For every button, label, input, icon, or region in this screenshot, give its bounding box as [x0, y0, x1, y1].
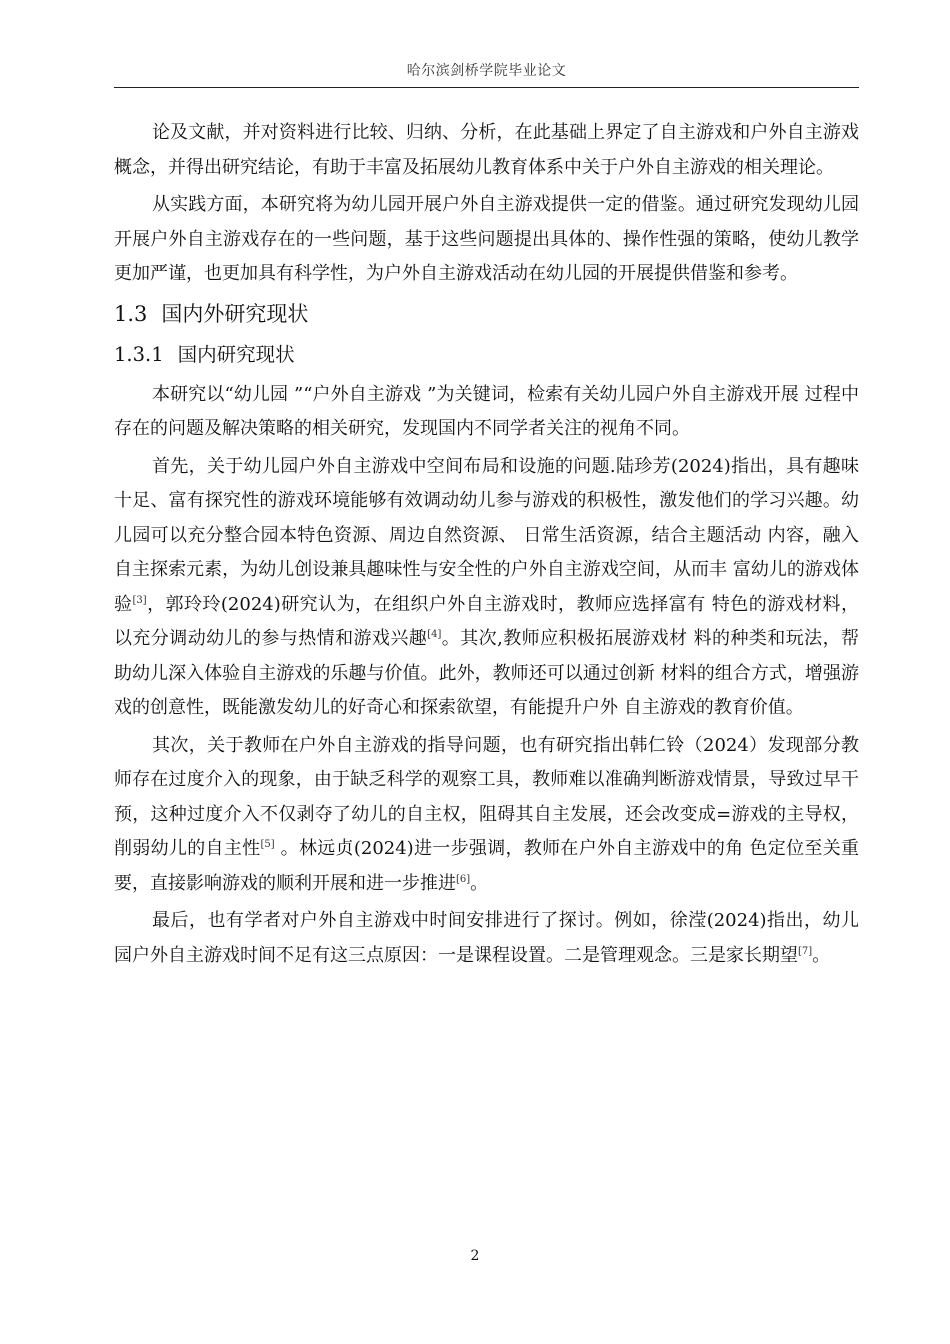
- citation-ref: [4]: [427, 629, 442, 640]
- paragraph-theory: 论及文献，并对资料进行比较、归纳、分析，在此基础上界定了自主游戏和户外自主游戏概念，并得出研究结论，有助于丰富及拓展幼儿教育体系中关于户外自主游戏的相关理论。: [114, 122, 859, 178]
- paragraph-teacher-guidance: 其次，关于教师在户外自主游戏的指导问题，也有研究指出韩仁铃（2024）发现部分教师存在过度介入的现象，由于缺乏科学的观察工具，教师难以准确判断游戏情景，导致过早干预，这种过度介入不仅剥夺了幼儿的自主权，阻碍其自主发展，还会改变成=游戏的主导权，削弱幼儿的自主性[5] 。林远贞(2024)进一步强调，教师在户外自主游戏中的角 色定位至关重要，直接影响游戏的顺利开展和进一步推进[6]。: [114, 734, 860, 894]
- section-number: 1.3: [114, 301, 148, 326]
- paragraph-practice: 从实践方面，本研究将为幼儿园开展户外自主游戏提供一定的借鉴。通过研究发现幼儿园开展户外自主游戏存在的一些问题，基于这些问题提出具体的、操作性强的策略，使幼儿教学更加严谨，也更加具有科学性，为户外自主游戏活动在幼儿园的开展提供借鉴和参考。: [114, 194, 859, 284]
- paragraph-keywords: 本研究以“幼儿园 ”“户外自主游戏 ”为关键词，检索有关幼儿园户外自主游戏开展 过程中存在的问题及解决策略的相关研究，发现国内不同学者关注的视角不同。: [114, 383, 859, 439]
- body-text: [114, 116, 859, 976]
- section-title: 国内外研究现状: [161, 301, 309, 326]
- subsection-number: 1.3.1: [114, 342, 164, 366]
- subsection-heading: [114, 338, 859, 372]
- page-number: 2: [470, 1248, 480, 1264]
- citation-ref: [6]: [456, 873, 471, 885]
- header-rule: [114, 87, 859, 88]
- subsection-title: 国内研究现状: [177, 342, 295, 366]
- citation-ref: [5]: [260, 839, 275, 850]
- citation-ref: [3]: [132, 594, 147, 606]
- section-heading: [114, 296, 859, 332]
- paragraph-time-arrangement: 最后，也有学者对户外自主游戏中时间安排进行了探讨。例如，徐滢(2024)指出，幼儿园户外自主游戏时间不足有这三点原因：一是课程设置。二是管理观念。三是家长期望[7]。: [114, 910, 859, 966]
- citation-ref: [7]: [798, 945, 813, 957]
- running-header: 哈尔滨剑桥学院毕业论文: [406, 63, 567, 79]
- paragraph-space-facilities: 首先，关于幼儿园户外自主游戏中空间布局和设施的问题.陆珍芳(2024)指出，具有趣味十足、富有探究性的游戏环境能够有效调动幼儿参与游戏的积极性，激发他们的学习兴趣。幼儿园可以充分整合园本特色资源、周边自然资源、 日常生活资源，结合主题活动 内容，融入自主探索元素，为幼儿创设兼具趣味性与安全性的户外自主游戏空间，从而丰 富幼儿的游戏体验[3]，郭玲玲(2024)研究认为，在组织户外自主游戏时，教师应选择富有 特色的游戏材料，以充分调动幼儿的参与热情和游戏兴趣[4]。其次,教师应积极拓展游戏材 料的种类和玩法，帮助幼儿深入体验自主游戏的乐趣与价值。此外，教师还可以通过创新 材料的组合方式，增强游戏的创意性，既能激发幼儿的好奇心和探索欲望，有能提升户外 自主游戏的教育价值。: [114, 455, 860, 718]
